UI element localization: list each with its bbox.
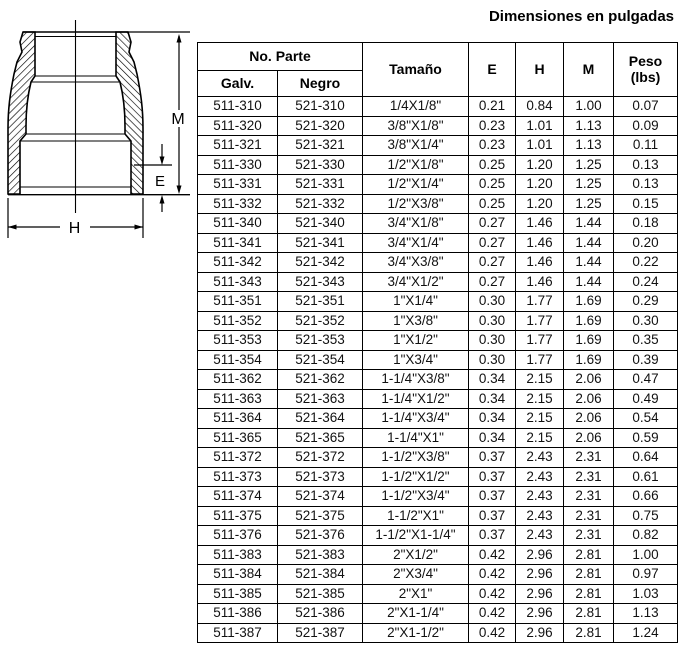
cell-negro: 521-384: [278, 565, 363, 585]
cell-m: 2.06: [564, 428, 614, 448]
cell-peso: 0.97: [614, 565, 678, 585]
cell-h: 0.84: [516, 97, 564, 117]
cell-e: 0.37: [469, 448, 516, 468]
cell-e: 0.25: [469, 155, 516, 175]
table-row: [198, 545, 678, 565]
cell-m: 1.13: [564, 116, 614, 136]
m-arrow-down: [177, 186, 182, 195]
cell-tamano: 3/4"X1/2": [363, 272, 469, 292]
cell-m: 2.31: [564, 448, 614, 468]
cell-negro: 521-343: [278, 272, 363, 292]
table-row: [198, 389, 678, 409]
cell-m: 1.44: [564, 214, 614, 234]
cell-e: 0.37: [469, 526, 516, 546]
cell-tamano: 1"X1/2": [363, 331, 469, 351]
cell-galv: 511-331: [198, 175, 278, 195]
cell-peso: 0.07: [614, 97, 678, 117]
cell-galv: 511-332: [198, 194, 278, 214]
cell-tamano: 3/4"X1/4": [363, 233, 469, 253]
cell-e: 0.27: [469, 253, 516, 273]
cell-tamano: 2"X1-1/2": [363, 623, 469, 643]
cell-e: 0.34: [469, 389, 516, 409]
cell-peso: 0.13: [614, 175, 678, 195]
cell-h: 2.43: [516, 526, 564, 546]
cell-negro: 521-310: [278, 97, 363, 117]
cell-peso: 0.61: [614, 467, 678, 487]
cell-negro: 521-351: [278, 292, 363, 312]
cell-galv: 511-372: [198, 448, 278, 468]
cell-h: 2.43: [516, 487, 564, 507]
cell-galv: 511-384: [198, 565, 278, 585]
cell-galv: 511-343: [198, 272, 278, 292]
cell-m: 1.44: [564, 253, 614, 273]
table-row: [198, 584, 678, 604]
table-row: [198, 292, 678, 312]
cell-negro: 521-331: [278, 175, 363, 195]
cell-peso: 1.03: [614, 584, 678, 604]
cell-e: 0.37: [469, 467, 516, 487]
cell-tamano: 1/2"X3/8": [363, 194, 469, 214]
cell-negro: 521-363: [278, 389, 363, 409]
reducer-diagram-svg: [2, 14, 194, 248]
cell-e: 0.42: [469, 545, 516, 565]
cell-galv: 511-362: [198, 370, 278, 390]
cell-m: 1.69: [564, 292, 614, 312]
cell-e: 0.27: [469, 214, 516, 234]
cell-negro: 521-353: [278, 331, 363, 351]
cell-galv: 511-365: [198, 428, 278, 448]
cell-negro: 521-330: [278, 155, 363, 175]
cell-galv: 511-387: [198, 623, 278, 643]
table-row: [198, 526, 678, 546]
col-header-m: M: [564, 43, 614, 97]
cell-negro: 521-383: [278, 545, 363, 565]
table-row: [198, 136, 678, 156]
cell-h: 2.15: [516, 409, 564, 429]
cell-negro: 521-387: [278, 623, 363, 643]
cell-h: 2.43: [516, 506, 564, 526]
page-title: Dimensiones en pulgadas: [488, 8, 674, 25]
table-row: [198, 233, 678, 253]
cell-tamano: 1-1/2"X1": [363, 506, 469, 526]
cell-tamano: 1-1/4"X1/2": [363, 389, 469, 409]
cell-e: 0.27: [469, 272, 516, 292]
table-row: [198, 370, 678, 390]
cell-peso: 0.49: [614, 389, 678, 409]
cell-tamano: 3/4"X1/8": [363, 214, 469, 234]
cell-m: 2.81: [564, 565, 614, 585]
cell-galv: 511-353: [198, 331, 278, 351]
cell-galv: 511-310: [198, 97, 278, 117]
cell-tamano: 1"X1/4": [363, 292, 469, 312]
cell-h: 1.20: [516, 175, 564, 195]
cell-e: 0.34: [469, 409, 516, 429]
cell-tamano: 1-1/4"X1": [363, 428, 469, 448]
cell-tamano: 1/2"X1/8": [363, 155, 469, 175]
cell-tamano: 3/8"X1/8": [363, 116, 469, 136]
dimensions-table: [197, 42, 678, 643]
cell-peso: 1.13: [614, 604, 678, 624]
cell-negro: 521-332: [278, 194, 363, 214]
cell-h: 1.20: [516, 194, 564, 214]
cell-tamano: 1-1/4"X3/8": [363, 370, 469, 390]
cell-negro: 521-365: [278, 428, 363, 448]
cell-h: 1.77: [516, 331, 564, 351]
table-row: [198, 331, 678, 351]
cell-galv: 511-352: [198, 311, 278, 331]
cell-m: 1.13: [564, 136, 614, 156]
m-arrow-up: [177, 34, 182, 43]
cell-tamano: 2"X1-1/4": [363, 604, 469, 624]
cell-e: 0.37: [469, 487, 516, 507]
cell-negro: 521-342: [278, 253, 363, 273]
cell-h: 2.15: [516, 370, 564, 390]
cell-h: 1.46: [516, 272, 564, 292]
e-arrow-up: [160, 195, 165, 204]
cell-e: 0.30: [469, 292, 516, 312]
cell-peso: 1.24: [614, 623, 678, 643]
cell-galv: 511-321: [198, 136, 278, 156]
cell-negro: 521-376: [278, 526, 363, 546]
cell-peso: 0.54: [614, 409, 678, 429]
cell-h: 2.96: [516, 545, 564, 565]
cell-e: 0.23: [469, 116, 516, 136]
cell-peso: 0.09: [614, 116, 678, 136]
cell-galv: 511-330: [198, 155, 278, 175]
cell-tamano: 1/4X1/8": [363, 97, 469, 117]
table-row: [198, 155, 678, 175]
cell-negro: 521-320: [278, 116, 363, 136]
cell-e: 0.21: [469, 97, 516, 117]
cell-h: 1.46: [516, 253, 564, 273]
cell-m: 1.44: [564, 233, 614, 253]
cell-galv: 511-373: [198, 467, 278, 487]
cell-h: 1.77: [516, 311, 564, 331]
left-wall-section: [8, 32, 35, 194]
cell-negro: 521-321: [278, 136, 363, 156]
table-row: [198, 409, 678, 429]
cell-galv: 511-341: [198, 233, 278, 253]
cell-h: 2.96: [516, 565, 564, 585]
cell-tamano: 2"X1": [363, 584, 469, 604]
table-row: [198, 604, 678, 624]
cell-e: 0.27: [469, 233, 516, 253]
peso-label-line1: Peso: [628, 52, 663, 69]
cell-h: 1.01: [516, 136, 564, 156]
col-header-tamano: Tamaño: [363, 43, 469, 97]
cell-tamano: 2"X1/2": [363, 545, 469, 565]
cell-e: 0.34: [469, 370, 516, 390]
col-header-peso: [614, 43, 678, 97]
cell-h: 1.77: [516, 292, 564, 312]
m-dimension-label: M: [171, 111, 185, 128]
cell-negro: 521-386: [278, 604, 363, 624]
cell-galv: 511-364: [198, 409, 278, 429]
cell-e: 0.42: [469, 623, 516, 643]
cell-m: 2.81: [564, 623, 614, 643]
cell-e: 0.42: [469, 584, 516, 604]
cell-galv: 511-386: [198, 604, 278, 624]
header-row-1: [198, 43, 678, 71]
cell-h: 1.46: [516, 214, 564, 234]
cell-tamano: 1"X3/4": [363, 350, 469, 370]
cell-m: 1.25: [564, 155, 614, 175]
cell-h: 1.01: [516, 116, 564, 136]
cell-galv: 511-383: [198, 545, 278, 565]
cell-e: 0.25: [469, 175, 516, 195]
cell-peso: 0.29: [614, 292, 678, 312]
cell-h: 1.77: [516, 350, 564, 370]
cell-e: 0.30: [469, 311, 516, 331]
h-dimension-label: H: [68, 220, 81, 237]
cell-negro: 521-375: [278, 506, 363, 526]
cell-negro: 521-385: [278, 584, 363, 604]
cell-m: 1.69: [564, 311, 614, 331]
cell-negro: 521-340: [278, 214, 363, 234]
cell-e: 0.34: [469, 428, 516, 448]
table-row: [198, 194, 678, 214]
cell-peso: 0.66: [614, 487, 678, 507]
cell-tamano: 3/8"X1/4": [363, 136, 469, 156]
e-dimension-label: E: [154, 173, 166, 190]
cell-peso: 0.22: [614, 253, 678, 273]
cell-m: 1.00: [564, 97, 614, 117]
table-row: [198, 272, 678, 292]
cell-h: 2.43: [516, 467, 564, 487]
cell-negro: 521-374: [278, 487, 363, 507]
cell-m: 2.81: [564, 604, 614, 624]
cell-h: 2.43: [516, 448, 564, 468]
cell-tamano: 1/2"X1/4": [363, 175, 469, 195]
table-row: [198, 487, 678, 507]
cell-galv: 511-320: [198, 116, 278, 136]
table-row: [198, 311, 678, 331]
cell-e: 0.42: [469, 604, 516, 624]
cell-m: 1.25: [564, 175, 614, 195]
table-row: [198, 350, 678, 370]
cell-m: 2.81: [564, 584, 614, 604]
right-wall-section: [116, 32, 143, 194]
cell-h: 2.96: [516, 623, 564, 643]
cell-h: 2.15: [516, 428, 564, 448]
reducer-diagram: [2, 14, 194, 248]
col-header-no-parte: No. Parte: [198, 43, 363, 71]
cell-peso: 0.20: [614, 233, 678, 253]
cell-peso: 0.13: [614, 155, 678, 175]
cell-tamano: 1-1/2"X1/2": [363, 467, 469, 487]
cell-e: 0.37: [469, 506, 516, 526]
col-header-galv: Galv.: [198, 71, 278, 97]
cell-m: 2.06: [564, 389, 614, 409]
table-row: [198, 623, 678, 643]
cell-e: 0.23: [469, 136, 516, 156]
cell-tamano: 1-1/4"X3/4": [363, 409, 469, 429]
cell-m: 1.69: [564, 331, 614, 351]
table-row: [198, 467, 678, 487]
cell-peso: 0.18: [614, 214, 678, 234]
table-row: [198, 116, 678, 136]
cell-peso: 0.35: [614, 331, 678, 351]
cell-h: 2.96: [516, 604, 564, 624]
cell-negro: 521-372: [278, 448, 363, 468]
h-arrow-right: [135, 225, 144, 230]
cell-peso: 0.15: [614, 194, 678, 214]
cell-galv: 511-351: [198, 292, 278, 312]
col-header-h: H: [516, 43, 564, 97]
table-row: [198, 97, 678, 117]
cell-h: 1.20: [516, 155, 564, 175]
cell-peso: 0.59: [614, 428, 678, 448]
cell-peso: 0.11: [614, 136, 678, 156]
cell-m: 2.31: [564, 467, 614, 487]
cell-peso: 1.00: [614, 545, 678, 565]
cell-m: 2.06: [564, 409, 614, 429]
table-row: [198, 175, 678, 195]
table-row: [198, 565, 678, 585]
cell-peso: 0.24: [614, 272, 678, 292]
dimensions-table-body: [198, 97, 678, 643]
cell-m: 2.31: [564, 526, 614, 546]
cell-tamano: 1-1/2"X3/4": [363, 487, 469, 507]
cell-galv: 511-342: [198, 253, 278, 273]
peso-label-line2: (lbs): [630, 68, 661, 85]
cell-m: 1.44: [564, 272, 614, 292]
cell-galv: 511-374: [198, 487, 278, 507]
cell-e: 0.30: [469, 331, 516, 351]
table-row: [198, 214, 678, 234]
cell-peso: 0.64: [614, 448, 678, 468]
cell-galv: 511-363: [198, 389, 278, 409]
cell-peso: 0.82: [614, 526, 678, 546]
cell-negro: 521-352: [278, 311, 363, 331]
cell-negro: 521-373: [278, 467, 363, 487]
cell-m: 2.31: [564, 487, 614, 507]
table-row: [198, 448, 678, 468]
cell-h: 1.46: [516, 233, 564, 253]
cell-e: 0.30: [469, 350, 516, 370]
cell-negro: 521-341: [278, 233, 363, 253]
cell-peso: 0.47: [614, 370, 678, 390]
table-row: [198, 253, 678, 273]
cell-tamano: 3/4"X3/8": [363, 253, 469, 273]
cell-peso: 0.30: [614, 311, 678, 331]
e-arrow-down: [160, 157, 165, 166]
cell-galv: 511-376: [198, 526, 278, 546]
table-row: [198, 506, 678, 526]
cell-h: 2.96: [516, 584, 564, 604]
cell-galv: 511-375: [198, 506, 278, 526]
col-header-negro: Negro: [278, 71, 363, 97]
h-arrow-left: [8, 225, 17, 230]
cell-h: 2.15: [516, 389, 564, 409]
cell-negro: 521-354: [278, 350, 363, 370]
cell-tamano: 1-1/2"X1-1/4": [363, 526, 469, 546]
cell-tamano: 1"X3/8": [363, 311, 469, 331]
cell-peso: 0.39: [614, 350, 678, 370]
col-header-e: E: [469, 43, 516, 97]
cell-e: 0.25: [469, 194, 516, 214]
cell-peso: 0.75: [614, 506, 678, 526]
cell-galv: 511-385: [198, 584, 278, 604]
cell-m: 1.25: [564, 194, 614, 214]
cell-negro: 521-364: [278, 409, 363, 429]
cell-galv: 511-354: [198, 350, 278, 370]
cell-negro: 521-362: [278, 370, 363, 390]
cell-m: 2.31: [564, 506, 614, 526]
cell-galv: 511-340: [198, 214, 278, 234]
cell-tamano: 1-1/2"X3/8": [363, 448, 469, 468]
table-row: [198, 428, 678, 448]
cell-m: 2.06: [564, 370, 614, 390]
cell-e: 0.42: [469, 565, 516, 585]
cell-m: 1.69: [564, 350, 614, 370]
cell-m: 2.81: [564, 545, 614, 565]
cell-tamano: 2"X3/4": [363, 565, 469, 585]
